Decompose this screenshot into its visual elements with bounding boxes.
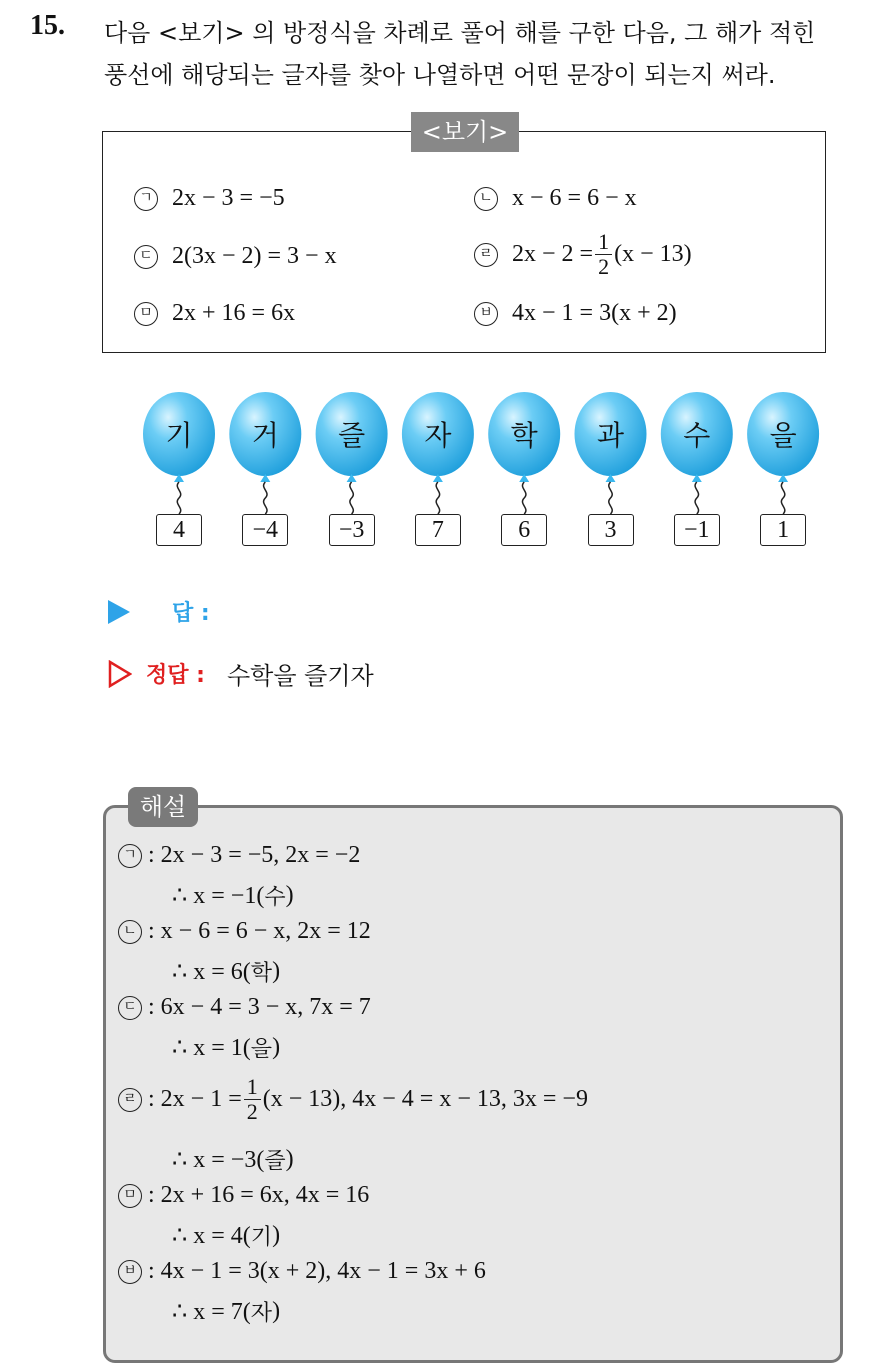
balloon-label: 학 <box>510 419 538 452</box>
play-arrow-icon <box>108 600 130 624</box>
solution-syllable: 기 <box>250 1225 273 1250</box>
circle-mark-icon: ㅁ <box>134 302 158 326</box>
solution-syllable: 즐 <box>264 1149 286 1174</box>
balloon-label: 을 <box>769 419 797 452</box>
balloon-label: 기 <box>165 419 193 452</box>
balloon-string <box>522 482 525 514</box>
solution-text: : 2x − 3 = −5, 2x = −2 <box>148 842 361 868</box>
solution-title: 해설 <box>128 787 198 827</box>
solution-syllable: 학 <box>250 961 273 986</box>
solution-syllable: 수 <box>264 885 286 910</box>
bogi-title: <보기> <box>411 112 519 152</box>
circle-mark-icon: ㄴ <box>118 920 142 944</box>
solution-line <box>118 842 360 869</box>
equation: 2x − 3 = −5 <box>172 185 285 211</box>
balloon-label: 즐 <box>338 419 366 452</box>
solution-syllable: 자 <box>250 1301 273 1326</box>
solution-result <box>172 1032 280 1063</box>
solution-text: ∴ x = 7( <box>172 1299 251 1325</box>
equation-left: 2x − 2 = <box>512 241 594 267</box>
balloon-value-box: 6 <box>501 514 547 546</box>
circle-mark-icon: ㄱ <box>134 187 158 211</box>
solution-text: : 4x − 1 = 3(x + 2), 4x − 1 = 3x + 6 <box>148 1258 486 1284</box>
solution-text: : x − 6 = 6 − x, 2x = 12 <box>148 918 371 944</box>
solution-text: : 2x − 1 = <box>148 1086 242 1112</box>
question-line-1: 다음 <보기> 의 방정식을 차례로 풀어 해를 구한 다음, 그 해가 적힌 <box>104 19 816 47</box>
circle-mark-icon: ㄷ <box>134 245 158 269</box>
fraction-numerator: 1 <box>595 230 612 255</box>
solution-result <box>172 880 294 911</box>
balloon-illustration <box>0 0 884 560</box>
balloon-label: 과 <box>596 419 625 452</box>
solution-text: ∴ x = 1( <box>172 1035 251 1061</box>
circle-mark-icon: ㅁ <box>118 1184 142 1208</box>
balloon-label: 거 <box>251 419 279 452</box>
circle-mark-icon: ㄱ <box>118 844 142 868</box>
correct-answer-value: 수학을 즐기자 <box>226 662 374 690</box>
fraction-denominator: 2 <box>598 254 610 279</box>
question-number: 15. <box>30 10 65 41</box>
solution-text: : 6x − 4 = 3 − x, 7x = 7 <box>148 994 371 1020</box>
question-line-2: 풍선에 해당되는 글자를 찾아 나열하면 어떤 문장이 되는지 써라. <box>104 61 776 89</box>
outline-arrow-icon <box>108 660 132 688</box>
balloon-string <box>609 482 612 514</box>
equation: 4x − 1 = 3(x + 2) <box>512 300 677 326</box>
equation: x − 6 = 6 − x <box>512 185 637 211</box>
balloon-string <box>350 482 353 514</box>
balloon-value-box: 4 <box>156 514 202 546</box>
solution-result <box>172 1144 294 1175</box>
solution-text: : 2x + 16 = 6x, 4x = 16 <box>148 1182 370 1208</box>
balloon-value-box: 1 <box>760 514 806 546</box>
answer-row <box>108 596 210 627</box>
solution-text: ∴ x = 4( <box>172 1223 251 1249</box>
solution-text: ) <box>272 1298 281 1324</box>
balloon-value-box: −1 <box>674 514 720 546</box>
solution-line <box>118 918 371 945</box>
solution-result <box>172 1220 280 1251</box>
solution-text: ) <box>285 1146 294 1172</box>
circle-mark-icon: ㅂ <box>474 302 498 326</box>
balloon-string <box>177 482 180 514</box>
solution-line <box>118 994 371 1021</box>
solution-line <box>118 1182 369 1209</box>
correct-answer-label: 정답 : <box>146 663 205 688</box>
equation-right: (x − 13) <box>614 241 692 267</box>
fraction <box>244 1075 261 1124</box>
fraction-denominator: 2 <box>246 1099 258 1124</box>
solution-text: ) <box>272 1222 281 1248</box>
solution-line <box>118 1075 588 1124</box>
solution-text: ∴ x = −3( <box>172 1147 265 1173</box>
circle-mark-icon: ㄹ <box>474 243 498 267</box>
balloon-value-box: 3 <box>588 514 634 546</box>
equation: 2x + 16 = 6x <box>172 300 296 326</box>
balloon-value-box: −4 <box>242 514 288 546</box>
solution-text: ∴ x = 6( <box>172 959 251 985</box>
balloon-string <box>436 482 439 514</box>
circle-mark-icon: ㄷ <box>118 996 142 1020</box>
answer-label: 답 : <box>172 601 210 626</box>
balloon-string <box>695 482 698 514</box>
correct-answer-row <box>108 656 374 691</box>
balloon-value-box: −3 <box>329 514 375 546</box>
solution-text: ) <box>272 958 281 984</box>
balloon-value-box: 7 <box>415 514 461 546</box>
equation: 2(3x − 2) = 3 − x <box>172 243 337 269</box>
balloon-label: 수 <box>683 419 711 452</box>
solution-text: (x − 13), 4x − 4 = x − 13, 3x = −9 <box>262 1086 588 1112</box>
fraction-numerator: 1 <box>244 1075 261 1100</box>
circle-mark-icon: ㄴ <box>474 187 498 211</box>
solution-line <box>118 1258 486 1285</box>
balloon-string <box>264 482 267 514</box>
solution-result <box>172 1296 280 1327</box>
solution-result <box>172 956 280 987</box>
balloon-string <box>781 482 784 514</box>
circle-mark-icon: ㅂ <box>118 1260 142 1284</box>
balloon-label: 자 <box>424 419 452 452</box>
solution-text: ) <box>272 1034 281 1060</box>
solution-syllable: 을 <box>250 1037 273 1062</box>
circle-mark-icon: ㄹ <box>118 1088 142 1112</box>
solution-text: ∴ x = −1( <box>172 883 265 909</box>
solution-text: ) <box>285 882 294 908</box>
